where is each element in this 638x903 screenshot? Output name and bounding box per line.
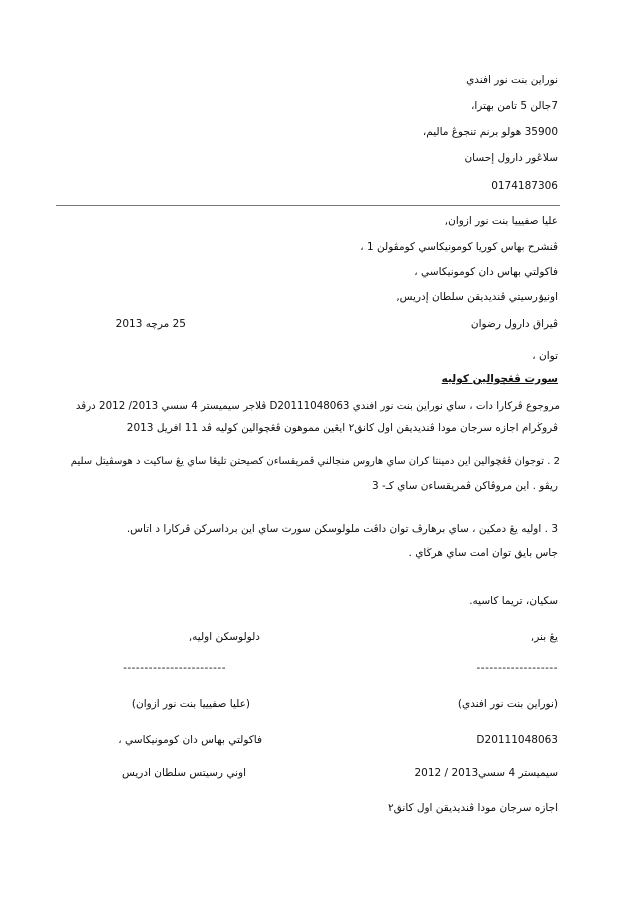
approver-label: دلولوسكن اوليه,: [188, 631, 260, 643]
approver-faculty: فاكولتي بهاس دان كومونيكاسي ،: [118, 734, 262, 746]
sender-address-line-1: 7جالن 5 تامن بهترا،: [470, 100, 558, 112]
salutation: توان ،: [532, 350, 558, 362]
paragraph-3-line-1: 3 . اوليه يڠ دمكين ، ساي برهارڤ توان داڤت ملولوسكن سورت ساي اين برداسركن ڤركارا د اتاس.: [126, 523, 558, 535]
signer-program: اجازه سرجان مودا ڤنديديقن اول كانق٢: [388, 802, 558, 814]
header-divider: [56, 205, 560, 206]
paragraph-1-line-1: مروجوع ڤركارا دات ، ساي نوراين بنت نور افندي D20111048063 ڤلاجر سيميستر 4 سسي 2013/ 2012 درڤد: [75, 400, 560, 412]
sender-address-line-2: 35900 هولو برنم تنجوڠ ماليم،: [422, 126, 558, 138]
recipient-name: عليا صفيييا بنت نور ازوان,: [444, 215, 558, 227]
paragraph-2-line-1: 2 . توجوان ڤڠچوالين اين دمينتا كران ساي هاروس منجالني ڤمريقساءن كصيحتن تليڠا ساي يڠ ساكيت د هوسڤيتل سليم: [70, 456, 560, 467]
sender-phone: 0174187306: [491, 180, 558, 192]
paragraph-3-line-2: جاس بايق توان امت ساي هرڬاي .: [408, 547, 558, 559]
signer-student-id: D20111048063: [476, 734, 558, 746]
recipient-position: ڤنشرح بهاس كوريا كومونيكاسي كومڤولن 1 ،: [360, 241, 558, 253]
recipient-city: ڤيراق دارول رضوان: [470, 318, 558, 330]
approver-signature-line: ------------------------: [123, 662, 226, 674]
signer-signature-line: -------------------: [476, 662, 558, 674]
signer-label: يڠ بنر,: [530, 631, 558, 643]
signer-name: (نوراين بنت نور افندي): [457, 698, 558, 710]
closing: سكيان، تريما كاسيه.: [469, 595, 558, 607]
approver-name: (عليا صفيييا بنت نور ازوان): [131, 698, 250, 710]
signer-semester: سيميستر 4 سسي2013 / 2012: [414, 767, 558, 779]
paragraph-1-line-2: ڤروڬرام اجازه سرجان مودا ڤنديديقن اول كانق٢ ايڠين مموهون ڤڠچوالين كوليه ڤد 11 افريل 2013: [126, 422, 558, 434]
approver-university: اوني رسيتس سلطان ادريس: [121, 767, 246, 779]
recipient-faculty: فاكولتي بهاس دان كومونيكاسي ،: [414, 266, 558, 278]
recipient-university: اونيۏرسيتي ڤنديديقن سلطان إدريس,: [396, 291, 558, 303]
letter-date: 25 مرچه 2013: [115, 318, 186, 330]
sender-name: نوراين بنت نور افندي: [466, 74, 558, 86]
paragraph-2-line-2: ريڤو . اين مروڤاكن ڤمريقساءن ساي كـ- 3: [371, 480, 558, 492]
sender-state: سلاڠور دارول إحسان: [464, 152, 558, 164]
letter-subject: سورت ڤڠچوالين كوليه: [441, 373, 558, 385]
